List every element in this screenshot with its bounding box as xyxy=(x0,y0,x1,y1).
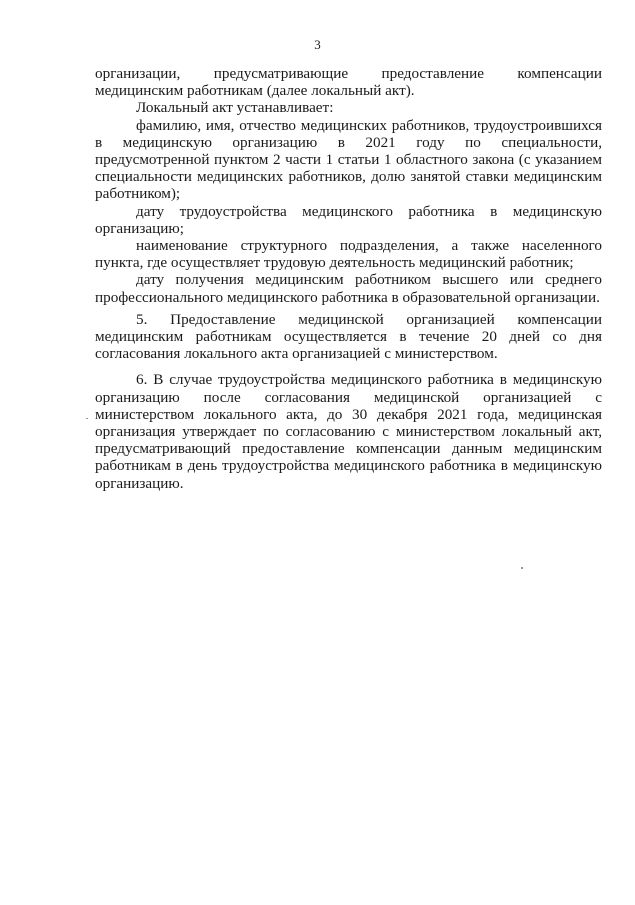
document-body xyxy=(95,65,602,492)
paragraph-employment-date-item: дату трудоустройства медицинского работника в медицинскую организацию; xyxy=(95,202,602,237)
scan-speck xyxy=(521,567,523,569)
page-number: 3 xyxy=(314,37,321,52)
paragraph-education-date-item: дату получения медицинским работником высшего или среднего профессионального медицинского работника в образовательной организации. xyxy=(95,271,602,306)
paragraph-clause-6: 6. В случае трудоустройства медицинского работника в медицинскую организацию после согласования медицинской организацией с министерством локального акта, до 30 декабря 2021 года, медицинская организация утверждает по согласованию с министерством локальный акт, предусматривающий предоставление компенсации данным медицинским работникам в день трудоустройства медицинского работника в медицинскую организацию. xyxy=(95,371,602,492)
scan-speck xyxy=(86,418,88,419)
paragraph-subdivision-item: наименование структурного подразделения, а также населенного пункта, где осуществляет трудовую деятельность медицинский работник; xyxy=(95,237,602,272)
paragraph-local-act-intro: Локальный акт устанавливает: xyxy=(136,99,334,117)
paragraph-continuation: организации, предусматривающие предоставление компенсации медицинским работникам (далее локальный акт). xyxy=(95,65,602,100)
paragraph-clause-5: 5. Предоставление медицинской организацией компенсации медицинским работникам осуществляется в течение 20 дней со дня согласования локального акта организацией с министерством. xyxy=(95,310,602,363)
paragraph-full-name-item: фамилию, имя, отчество медицинских работников, трудоустроившихся в медицинскую организацию в 2021 году по специальности, предусмотренной пунктом 2 части 1 статьи 1 областного закона (с указанием специальности медицинских работников, долю занятой ставки медицинским работником); xyxy=(95,116,602,203)
